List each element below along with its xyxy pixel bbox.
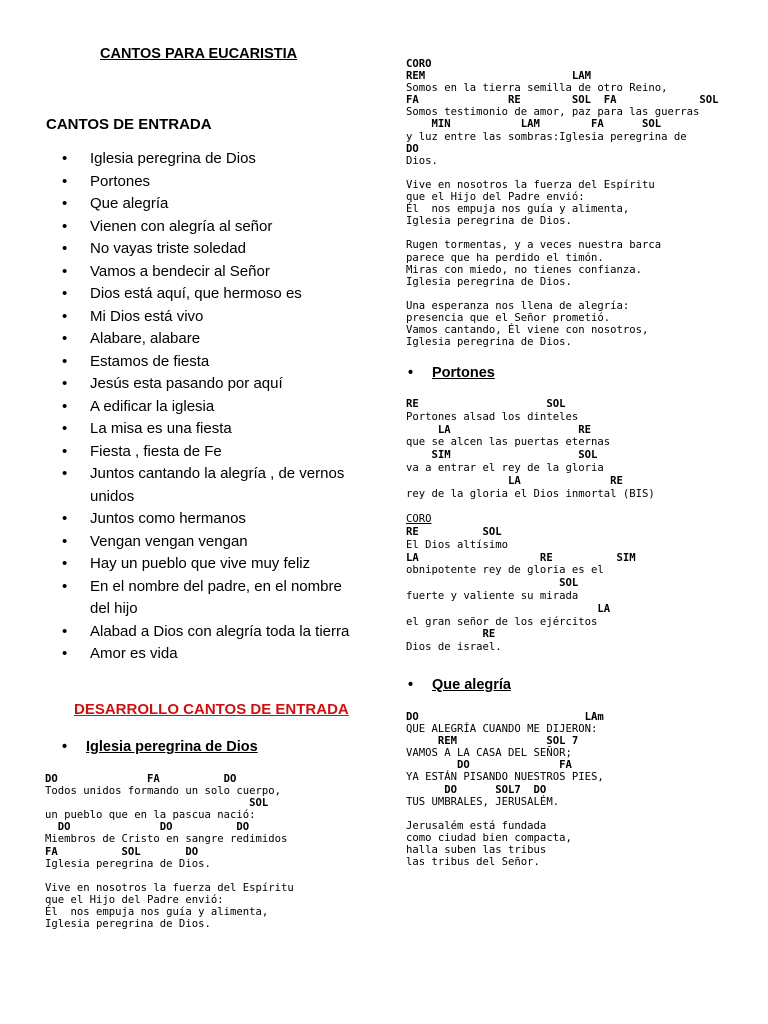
list-item: • Alabad a Dios con alegría toda la tierra [62,621,362,644]
lyric-line: Portones alsad los dinteles [406,410,579,423]
list-item: • Portones [62,171,362,194]
lyric-line: y luz entre las sombras:Iglesia peregrina de [406,130,687,143]
song-title-iglesia [62,739,258,755]
chord-line: REM SOL 7 [406,735,579,748]
lyric-line: El Dios altísimo [406,538,509,551]
lyric-line: Iglesia peregrina de Dios. [45,857,211,870]
lyric-line: va a entrar el rey de la gloria [406,461,604,474]
chord-line: DO LAm [406,711,604,723]
lyric-line: como ciudad bien compacta, [406,831,572,844]
chord-line: FA RE SOL FA SOL [406,94,719,107]
lyric-line: TUS UMBRALES, JERUSALÉM. [406,795,560,808]
chord-line: DO FA [406,759,572,772]
lyric-line: halla suben las tribus [406,844,547,857]
page-title: CANTOS PARA EUCARISTIA [100,46,298,62]
song-title-text: Portones [432,365,495,381]
chord-line: LA RE [406,474,623,487]
lyric-line: Jerusalém está fundada [406,819,547,832]
list-item: • Dios está aquí, que hermoso es [62,283,362,306]
lyric-line: Vive en nosotros la fuerza del Espíritu [45,881,294,894]
lyric-line: un pueblo que en la pascua nació: [45,809,256,822]
lyric-line: Iglesia peregrina de Dios. [406,215,572,228]
chord-line: RE [406,628,496,641]
list-item: • Jesús esta pasando por aquí [62,373,362,396]
lyric-line: que el Hijo del Padre envió: [45,893,224,906]
chord-line: DO DO DO [45,821,250,834]
chorus-label: CORO [406,513,432,526]
song-title-text: Que alegría [432,677,511,693]
list-item: • Alabare, alabare [62,328,362,351]
lyric-line: Vive en nosotros la fuerza del Espíritu [406,178,655,191]
lyric-line: Somos testimonio de amor, paz para las guerras [406,106,700,119]
chord-line: DO SOL7 DO [406,783,547,796]
list-item: • Juntos cantando la alegría , de vernos unidos [62,463,362,508]
lyric-line: Él nos empuja nos guía y alimenta, [45,906,269,919]
list-item: • La misa es una fiesta [62,418,362,441]
lyric-line: YA ESTÁN PISANDO NUESTROS PIES, [406,771,604,784]
lyric-line: que se alcen las puertas eternas [406,436,611,449]
song-title-portones [408,365,495,381]
song-index-list [62,148,362,666]
lyric-line: Iglesia peregrina de Dios. [406,275,572,288]
song-title-que-alegria [408,677,511,693]
song-lyrics-iglesia [45,773,294,930]
list-item: • En el nombre del padre, en el nombre del hijo [62,576,362,621]
chord-line: CORO [406,58,432,70]
lyric-line: parece que ha perdido el timón. [406,251,604,264]
list-item: • Fiesta , fiesta de Fe [62,441,362,464]
lyric-line: Rugen tormentas, y a veces nuestra barca [406,239,662,252]
song-title-text: Iglesia peregrina de Dios [86,739,258,755]
chord-line: DO FA DO [45,773,237,785]
lyric-line: Él nos empuja nos guía y alimenta, [406,203,630,216]
lyric-line: Vamos cantando, Él viene con nosotros, [406,324,649,337]
lyric-line: Dios. [406,154,438,167]
lyric-line: VAMOS A LA CASA DEL SEÑOR; [406,747,572,760]
lyric-line: QUE ALEGRÍA CUANDO ME DIJERON: [406,723,598,736]
list-item: • Amor es vida [62,643,362,666]
bullet-icon: • [408,365,414,381]
section-heading: CANTOS DE ENTRADA [46,116,212,133]
list-item: • Mi Dios está vivo [62,306,362,329]
lyric-line: Todos unidos formando un solo cuerpo, [45,785,281,798]
bullet-icon: • [62,739,68,755]
chord-line: LA RE [406,423,591,436]
chord-line: LA RE SIM [406,551,636,564]
chord-line: LA [406,602,611,615]
chord-line: REM LAM [406,70,591,83]
lyric-line: las tribus del Señor. [406,856,540,869]
list-item: • Hay un pueblo que vive muy feliz [62,553,362,576]
list-item: • Juntos como hermanos [62,508,362,531]
list-item: • Iglesia peregrina de Dios [62,148,362,171]
lyric-line: Iglesia peregrina de Dios. [45,918,211,931]
chord-line: MIN LAM FA SOL [406,118,662,131]
chord-line: SIM SOL [406,449,598,462]
song-lyrics-que-alegria [406,711,604,868]
lyric-line: Miembros de Cristo en sangre redimidos [45,833,288,846]
chord-line: RE SOL [406,398,566,410]
list-item: • A edificar la iglesia [62,396,362,419]
lyric-line: rey de la gloria el Dios inmortal (BIS) [406,487,655,500]
lyric-line: Iglesia peregrina de Dios. [406,336,572,349]
chord-line: SOL [406,577,579,590]
list-item: • Vienen con alegría al señor [62,216,362,239]
lyric-line: Miras con miedo, no tienes confianza. [406,263,642,276]
chord-line: RE SOL [406,525,502,538]
chord-line: DO [406,142,419,155]
chord-line: SOL [45,797,269,810]
lyric-line: que el Hijo del Padre envió: [406,191,585,204]
chord-line: FA SOL DO [45,845,199,858]
bullet-icon: • [408,677,414,693]
list-item: • Vamos a bendecir al Señor [62,261,362,284]
song-lyrics-coro [406,58,719,348]
development-heading: DESARROLLO CANTOS DE ENTRADA [74,701,349,718]
lyric-line: Una esperanza nos llena de alegría: [406,299,630,312]
list-item: • Vengan vengan vengan [62,531,362,554]
lyric-line: el gran señor de los ejércitos [406,615,598,628]
list-item: • No vayas triste soledad [62,238,362,261]
lyric-line: fuerte y valiente su mirada [406,589,579,602]
list-item: • Estamos de fiesta [62,351,362,374]
lyric-line: presencia que el Señor prometió. [406,311,611,324]
lyric-line: Dios de israel. [406,641,502,654]
lyric-line: Somos en la tierra semilla de otro Reino, [406,82,668,95]
song-lyrics-portones [406,398,655,654]
lyric-line: obnipotente rey de gloria es el [406,564,604,577]
list-item: • Que alegría [62,193,362,216]
